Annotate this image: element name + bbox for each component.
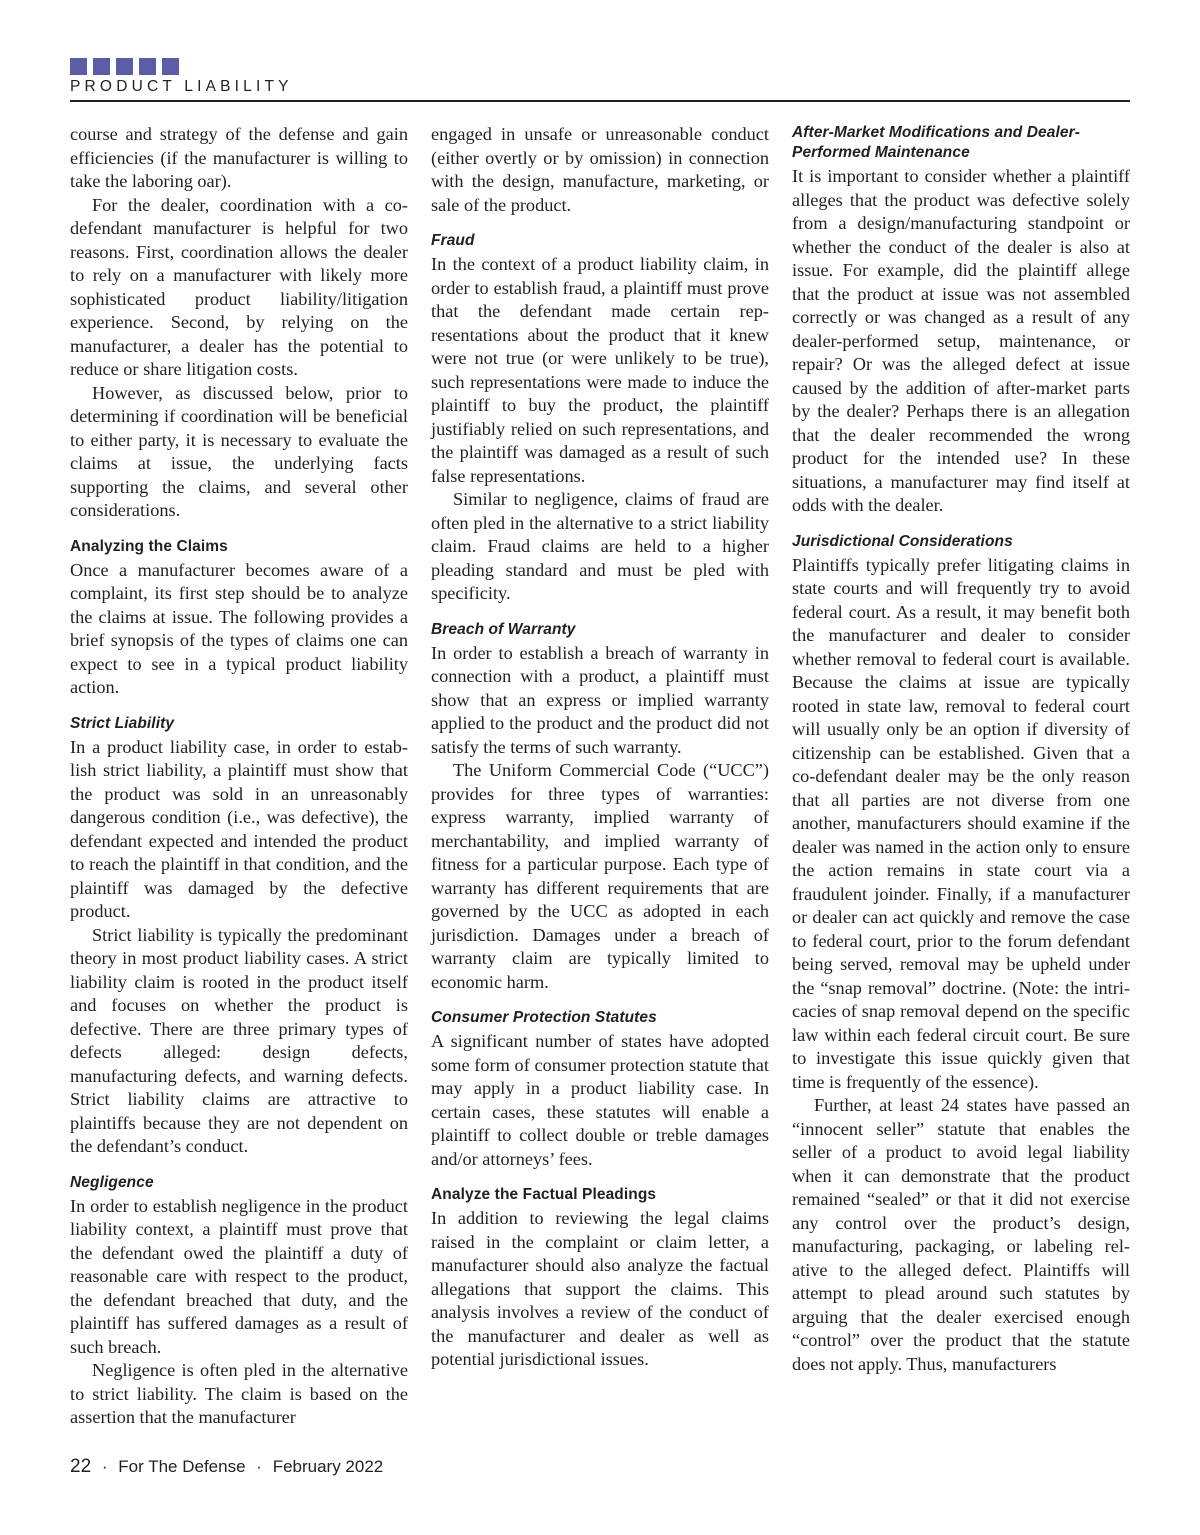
publication-name: For The Defense	[118, 1457, 246, 1476]
marker-square	[116, 58, 133, 75]
section-heading: Analyzing the Claims	[70, 537, 228, 555]
subsection-heading: Negligence	[70, 1173, 154, 1191]
paragraph: In the context of a product liability claim, in order to establish fraud, a plaintiff must prove that the defendant made certain representations about the product that it knew were not true (or were unlikely to be true), such representations were made to induce the plaintiff to buy the product, the plaintiff justifiably relied on such representations, and the plaintiff was damaged as a result of such false representations.	[431, 254, 769, 486]
paragraph: However, as discussed below, prior to determining if coordination will be beneficial to either party, it is necessary to evaluate the claims at issue, the underlying facts supporting the claims, and several other considerations.	[70, 382, 408, 520]
marker-square	[162, 58, 179, 75]
section-marker-squares	[70, 58, 1130, 75]
paragraph: Further, at least 24 states have passed an “innocent seller” statute that enables the seller of a product to avoid legal liability when it can demonstrate that the product remained “sealed” or that it did not exercise any control over the product’s design, manufacturing, packaging, or labeling relative to the alleged defect. Plaintiffs will attempt to plead around such statutes by arguing that the dealer exercised enough “control” over the product that the statute does not apply. Thus, manufacturers	[792, 1095, 1130, 1374]
issue-date: February 2022	[272, 1457, 384, 1476]
paragraph: Negligence is often pled in the alternative to strict liability. The claim is based on the assertion that the manufacturer	[70, 1360, 408, 1427]
subsection-heading: After-Market Modifications and Dealer-Performed Maintenance	[792, 124, 1081, 161]
footer-separator: ·	[256, 1457, 262, 1476]
subsection-heading: Jurisdictional Considerations	[792, 532, 1013, 550]
paragraph: In addition to reviewing the legal claims raised in the complaint or claim letter, a manufacturer should also analyze the factual allegations that support the claims. This analysis involves a review of the conduct of the manufacturer and dealer as well as potential jurisdictional issues.	[431, 1208, 769, 1369]
page-number: 22	[70, 1456, 92, 1477]
column-3	[792, 123, 1130, 1376]
paragraph: Similar to negligence, claims of fraud are often pled in the alternative to a strict liability claim. Fraud claims are held to a higher pleading standard and must be pled with specificity.	[431, 489, 769, 603]
column-2	[431, 123, 769, 1372]
paragraph: For the dealer, coordination with a codefendant manufacturer is helpful for two reasons. First, coordination allows the dealer to rely on a manufacturer with likely more sophisticated product liability/litigation experience. Second, by relying on the manufacturer, a dealer has the potential to reduce or share litigation costs.	[70, 194, 408, 379]
subsection-heading: Consumer Protection Statutes	[431, 1009, 657, 1026]
section-label: PRODUCT LIABILITY	[70, 78, 293, 95]
paragraph: The Uniform Commercial Code (“UCC”) provides for three types of warranties: express warranty, implied warranty of merchantability, and implied warranty of fitness for a particular purpose. Each type of warranty has different requirements that are governed by the UCC as adopted in each jurisdiction. Damages under a breach of warranty claim are typically limited to economic harm.	[431, 760, 769, 992]
column-1	[70, 123, 408, 1430]
marker-square	[93, 58, 110, 75]
subsection-heading: Fraud	[431, 232, 475, 249]
page-footer	[70, 1456, 383, 1478]
paragraph: In a product liability case, in order to establish strict liability, a plaintiff must show that the product was sold in an unreasonably dangerous condition (i.e., was defective), the defendant expected and intended the product to reach the plaintiff in that condition, and the plaintiff was damaged by the defective product.	[70, 736, 408, 921]
paragraph: Strict liability is typically the predominant theory in most product liability cases. A strict liability claim is rooted in the product itself and focuses on whether the product is defective. There are three primary types of defects alleged: design defects, manufacturing defects, and warning defects. Strict liability claims are attractive to plaintiffs because they are not dependent on the defendant’s conduct.	[70, 924, 408, 1156]
paragraph: Once a manufacturer becomes aware of a complaint, its first step should be to analyze the claims at issue. The following provides a brief synopsis of the types of claims one can expect to see in a typical product liability action.	[70, 559, 408, 697]
subsection-heading: Breach of Warranty	[431, 620, 576, 638]
paragraph: engaged in unsafe or unreasonable conduct (either overtly or by omission) in connection with the design, manufacture, marketing, or sale of the product.	[431, 124, 769, 215]
paragraph: In order to establish negligence in the product liability context, a plaintiff must prove that the defendant owed the plaintiff a duty of reasonable care with respect to the product, the defendant breached that duty, and the plaintiff has suffered damages as a result of such breach.	[70, 1195, 408, 1357]
section-heading: Analyze the Factual Pleadings	[431, 1186, 657, 1203]
marker-square	[139, 58, 156, 75]
paragraph: In order to establish a breach of warranty in connection with a product, a plaintiff must show that an express or implied warranty applied to the product and the product did not satisfy the terms of such warranty.	[431, 642, 769, 757]
paragraph: It is important to consider whether a plaintiff alleges that the product was defective solely from a design/manufacturing standpoint or whether the conduct of the dealer is also at issue. For example, did the plaintiff allege that the product at issue was not assembled correctly or was changed as a result of any dealer-performed setup, maintenance, or repair? Or was the alleged defect at issue caused by the addition of after-market parts by the dealer? Perhaps there is an allegation that the dealer recommended the wrong product for the intended use? In these situations, a manufacturer may find itself at odds with the dealer.	[792, 166, 1130, 515]
header-rule	[70, 100, 1130, 102]
marker-square	[70, 58, 87, 75]
paragraph: course and strategy of the defense and gain efficiencies (if the manufacturer is willing to take the laboring oar).	[70, 124, 408, 191]
subsection-heading: Strict Liability	[70, 714, 175, 732]
page-header	[70, 58, 1130, 96]
paragraph: A significant number of states have adopted some form of consumer protection statute that may apply in a product liability case. In certain cases, these statutes will enable a plaintiff to collect double or treble damages and/or attorneys’ fees.	[431, 1031, 769, 1169]
footer-separator: ·	[101, 1457, 108, 1476]
paragraph: Plaintiffs typically prefer litigating claims in state courts and will frequently try to avoid federal court. As a result, it may benefit both the manufacturer and dealer to consider whether removal to federal court is available. Because the claims at issue are typically rooted in state law, removal to federal court will usually only be an option if diversity of citizenship can be established. Given that a co-defendant dealer may be the only reason that all parties are not diverse from one another, manufacturers should examine if the dealer was named in the action only to ensure the action remains in state court via a fraudulent joinder. Finally, if a manufacturer or dealer can act quickly and remove the case to federal court, prior to the forum defendant being served, removal may be upheld under the “snap removal” doctrine. (Note: the intricacies of snap removal depend on the specific law within each federal circuit court. Be sure to investigate this issue quickly given that time is frequently of the essence).	[792, 554, 1130, 1092]
